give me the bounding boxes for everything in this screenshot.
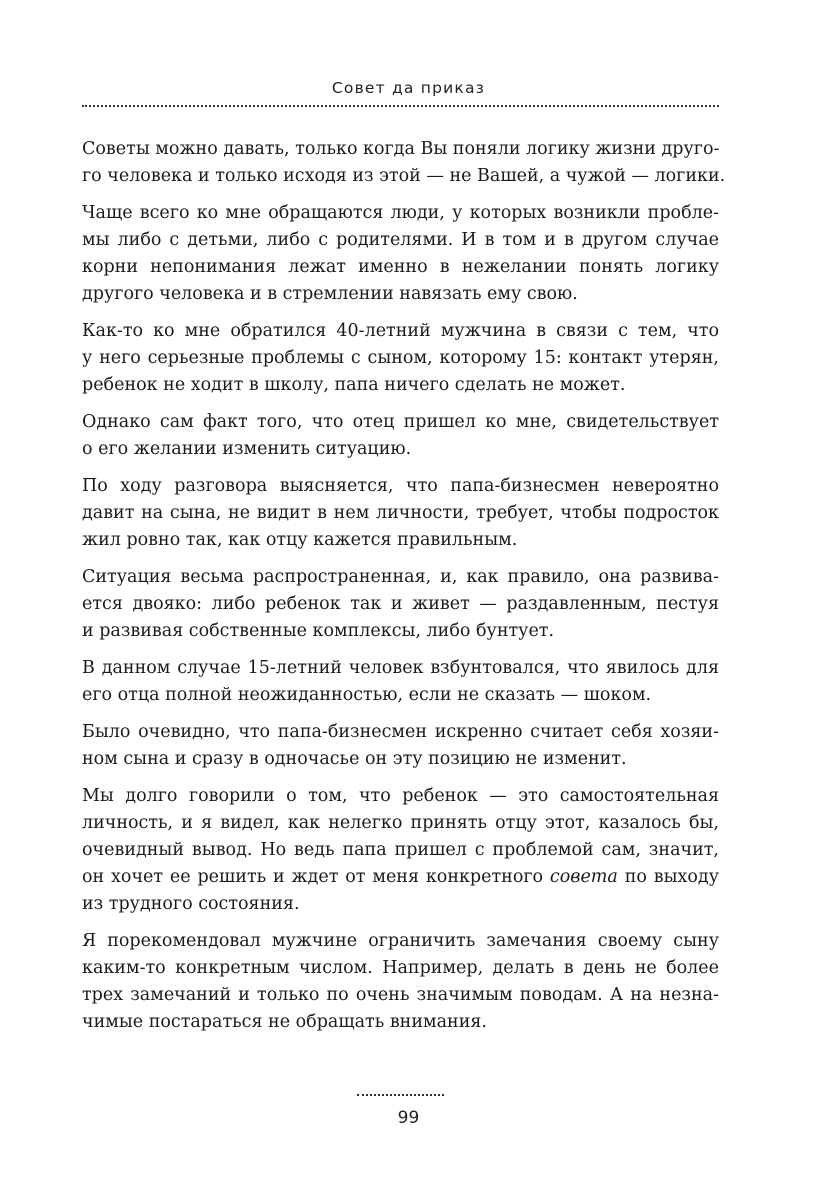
paragraph: [82, 928, 719, 1036]
text-line: ном сына и сразу в одночасье он эту позицию не изменит.: [82, 749, 627, 769]
text-line: о его желании изменить ситуацию.: [82, 439, 412, 459]
page-number: 99: [397, 1108, 420, 1128]
text-line: и развивая собственные комплексы, либо бунтует.: [82, 621, 555, 641]
body-text: [82, 136, 726, 1046]
text-line: Ситуация весьма распространенная, и, как правило, она развива-: [82, 567, 719, 587]
paragraph: [82, 783, 719, 918]
text-line: жил ровно так, как отцу кажется правильным.: [82, 530, 518, 550]
text-line: у него серьезные проблемы с сыном, которому 15: контакт утерян,: [82, 348, 719, 368]
paragraph: [82, 200, 719, 308]
text-line: ется двояко: либо ребенок так и живет — раздавленным, пестуя: [82, 594, 719, 614]
text-line: Я порекомендовал мужчине ограничить замечания своему сыну: [82, 931, 719, 951]
text-line: корни непонимания лежат именно в нежелании понять логику: [82, 257, 719, 277]
paragraph: [82, 655, 719, 709]
text-line: Однако сам факт того, что отец пришел ко мне, свидетельствует: [82, 412, 719, 432]
text-line: другого человека и в стремлении навязать ему свою.: [82, 284, 578, 304]
text-line: По ходу разговора выясняется, что папа-бизнесмен невероятно: [82, 476, 719, 496]
text-run: по выходу: [617, 867, 719, 887]
text-line: го человека и только исходя из этой — не Вашей, а чужой — логики.: [82, 166, 726, 186]
text-line: мы либо с детьми, либо с родителями. И в том и в другом случае: [82, 230, 719, 250]
text-line: Как-то ко мне обратился 40-летний мужчина в связи с тем, что: [82, 321, 719, 341]
text-line: Чаще всего ко мне обращаются люди, у которых возникли пробле-: [82, 203, 719, 223]
paragraph: [82, 473, 719, 554]
text-line: В данном случае 15-летний человек взбунтовался, что явилось для: [82, 658, 719, 678]
italic-emphasis: совета: [549, 867, 618, 887]
text-line: давит на сына, не видит в нем личности, требует, чтобы подросток: [82, 503, 719, 523]
text-line: чимые постараться не обращать внимания.: [82, 1012, 487, 1032]
paragraph: [82, 719, 719, 773]
paragraph: [82, 318, 719, 399]
paragraph: [82, 409, 719, 463]
text-line: Советы можно давать, только когда Вы поняли логику жизни друго-: [82, 139, 720, 159]
text-line: каким-то конкретным числом. Например, делать в день не более: [82, 958, 719, 978]
text-line: Мы долго говорили о том, что ребенок — это самостоятельная: [82, 786, 719, 806]
header-dotted-rule: [82, 105, 719, 107]
text-line: его отца полной неожиданностью, если не сказать — шоком.: [82, 685, 652, 705]
paragraph: [82, 136, 726, 190]
paragraph: [82, 564, 719, 645]
running-head-title: Совет да приказ: [331, 79, 486, 97]
text-run: он хочет ее решить и ждет от меня конкретного: [82, 867, 550, 887]
text-line: Было очевидно, что папа-бизнесмен искренно считает себя хозяи-: [82, 722, 719, 742]
text-line: личность, и я видел, как нелегко принять отцу этот, казалось бы,: [82, 813, 719, 833]
text-line: ребенок не ходит в школу, папа ничего сделать не может.: [82, 375, 626, 395]
text-line: очевидный вывод. Но ведь папа пришел с проблемой сам, значит,: [82, 840, 719, 860]
text-line: из трудного состояния.: [82, 894, 300, 914]
text-line: [82, 864, 719, 891]
text-line: трех замечаний и только по очень значимым поводам. А на незна-: [82, 985, 719, 1005]
footer-dotted-rule: [357, 1094, 444, 1096]
